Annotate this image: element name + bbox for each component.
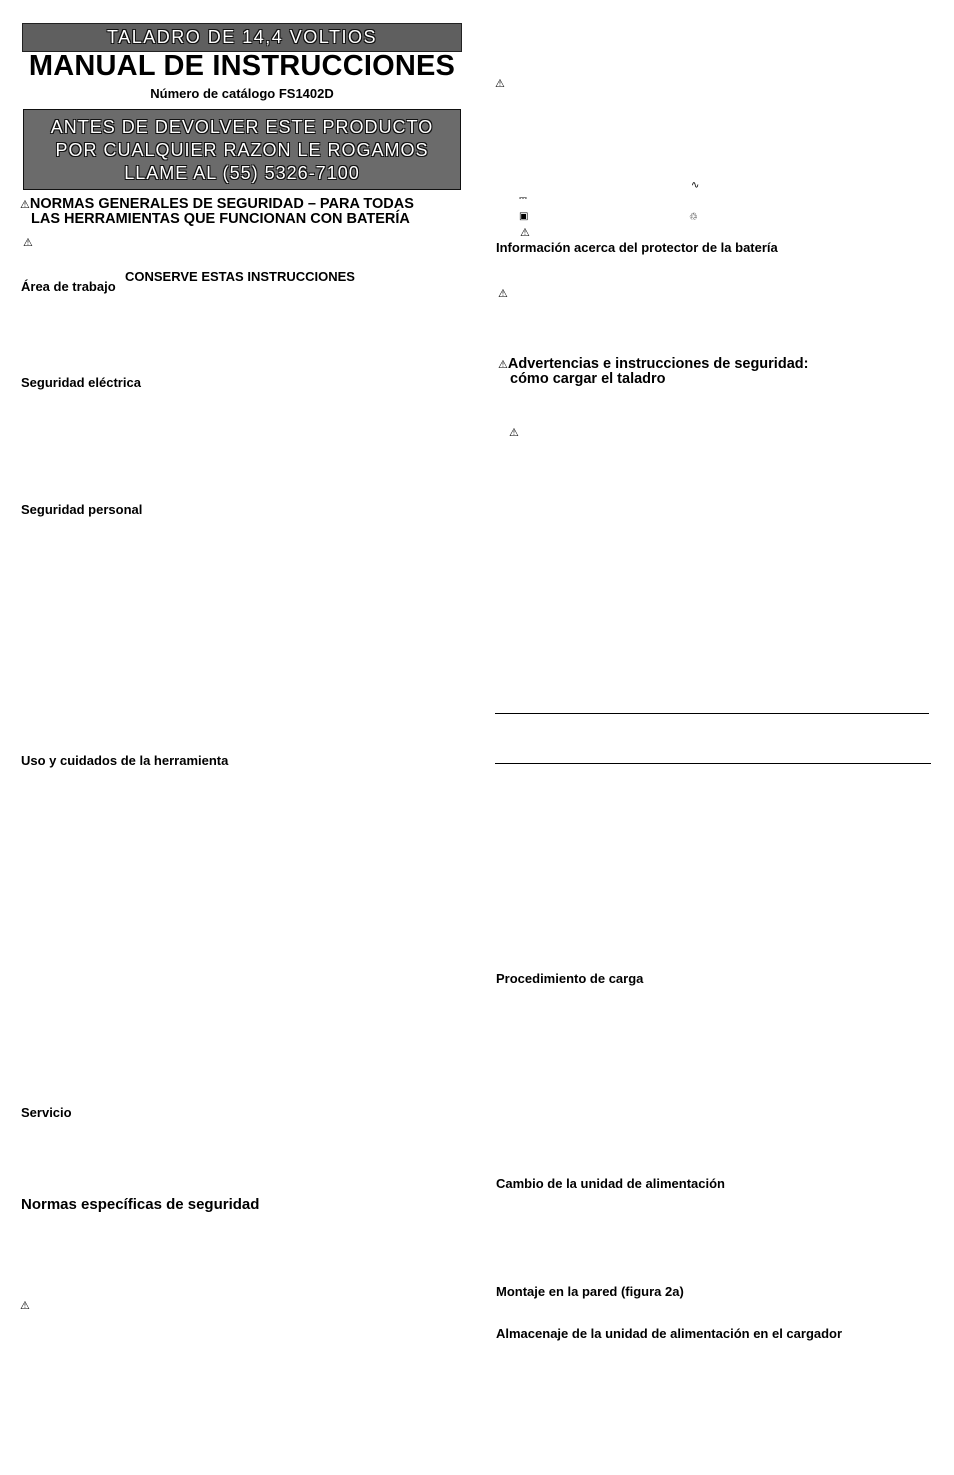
divider-line [495,713,929,714]
product-band: TALADRO DE 14,4 VOLTIOS [22,23,462,52]
double-insulation-icon: ▣ [519,211,529,222]
recycle-icon: ♲ [689,212,698,223]
dc-symbol-icon: ⎓ [519,193,527,204]
general-safety-heading-line1: NORMAS GENERALES DE SEGURIDAD – PARA TODAS [29,196,414,212]
charging-heading-line1: Advertencias e instrucciones de seguridad: [507,356,809,372]
warning-icon: ⚠ [509,427,519,439]
warning-icon: ⚠ [495,78,505,90]
warning-icon: ⚠ [520,227,530,239]
warning-icon: ⚠ [498,359,508,371]
electrical-safety-heading: Seguridad eléctrica [21,375,141,390]
return-notice: ANTES DE DEVOLVER ESTE PRODUCTO POR CUALQUIER RAZON LE ROGAMOS LLAME AL (55) 5326-7100 [23,109,461,190]
keep-instructions: CONSERVE ESTAS INSTRUCCIONES [125,269,355,284]
ac-symbol-icon: ∿ [691,180,700,191]
service-heading: Servicio [21,1105,72,1120]
warning-icon: ⚠ [20,1300,30,1312]
warning-icon: ⚠ [20,199,30,211]
charging-procedure-heading: Procedimiento de carga [496,971,644,986]
power-unit-storage-heading: Almacenaje de la unidad de alimentación en el cargador [496,1326,843,1341]
divider-line [495,763,931,764]
catalog-number: Número de catálogo FS1402D [150,86,334,101]
warning-icon: ⚠ [23,237,33,249]
battery-protector-heading: Información acerca del protector de la batería [496,240,778,255]
charging-safety-heading [498,357,928,387]
warning-icon: ⚠ [498,288,508,300]
tool-use-care-heading: Uso y cuidados de la herramienta [21,753,229,768]
manual-title: MANUAL DE INSTRUCCIONES [28,50,456,82]
general-safety-heading-line2: LAS HERRAMIENTAS QUE FUNCIONAN CON BATERÍA [31,211,410,227]
general-safety-heading [20,197,460,227]
work-area-heading: Área de trabajo [21,279,116,294]
power-unit-change-heading: Cambio de la unidad de alimentación [496,1176,725,1191]
charging-heading-line2: cómo cargar el taladro [510,371,666,387]
wall-mount-heading: Montaje en la pared (figura 2a) [496,1284,684,1299]
personal-safety-heading: Seguridad personal [21,502,143,517]
specific-rules-heading: Normas específicas de seguridad [21,1196,260,1213]
